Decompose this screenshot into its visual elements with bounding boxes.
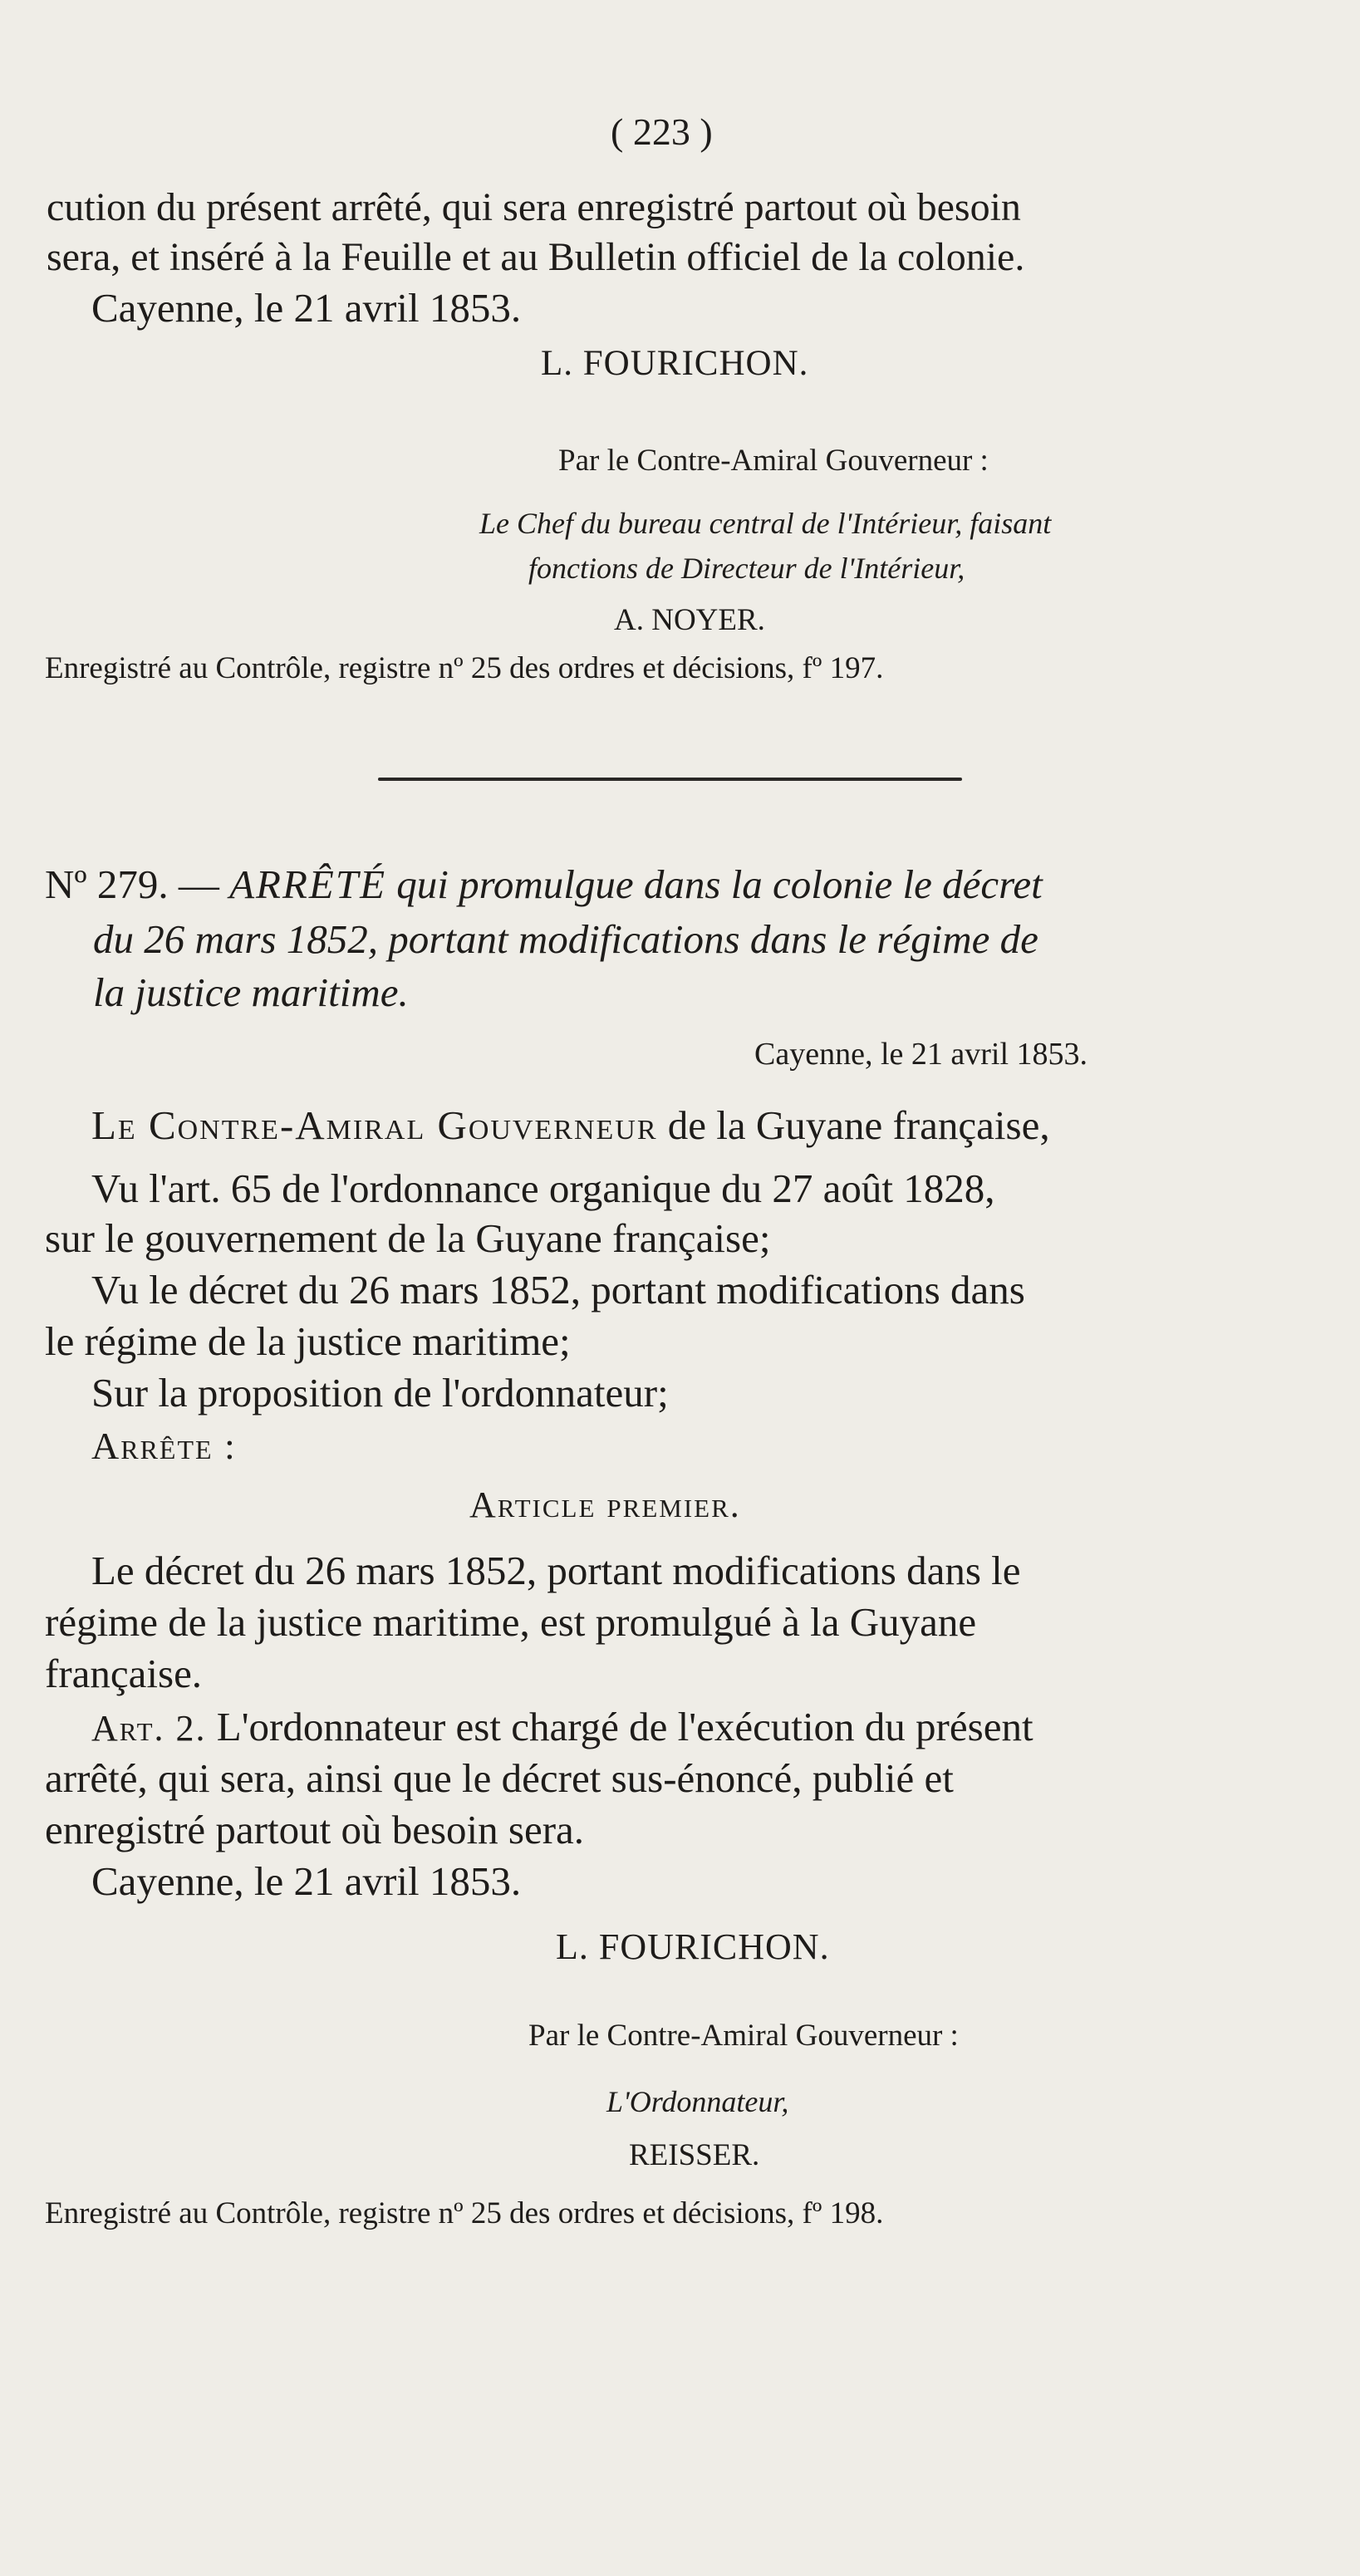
article-label: Art. 2. [91,1708,207,1749]
decree-title-line: la justice maritime. [93,969,409,1015]
countersign-name: A. NOYER. [614,603,765,637]
article-heading: Article premier. [469,1484,741,1525]
countersign-role: fonctions de Directeur de l'Intérieur, [528,552,965,585]
paragraph-line: arrêté, qui sera, ainsi que le décret sus-énoncé, publié et [45,1755,954,1801]
place-date: Cayenne, le 21 avril 1853. [754,1037,1088,1072]
paragraph-line: sur le gouvernement de la Guyane française; [45,1215,771,1261]
countersign-role: L'Ordonnateur, [606,2085,789,2118]
authority-title: Le Contre-Amiral Gouverneur [91,1102,658,1148]
countersign-intro: Par le Contre-Amiral Gouverneur : [528,2019,959,2053]
arrete-heading: Arrête : [91,1425,237,1467]
decree-title-text: qui promulgue dans la colonie le décret [396,861,1043,907]
registration-note: Enregistré au Contrôle, registre nº 25 des ordres et décisions, fº 197. [45,651,884,685]
paragraph-line: Vu l'art. 65 de l'ordonnance organique du 27 août 1828, [91,1165,995,1211]
article-2-line [91,1706,1034,1747]
authority-line [91,1102,1050,1148]
countersign-name: REISSER. [629,2138,760,2172]
countersign-intro: Par le Contre-Amiral Gouverneur : [558,444,989,478]
place-date: Cayenne, le 21 avril 1853. [91,1858,522,1904]
paragraph-line: Sur la proposition de l'ordonnateur; [91,1370,669,1416]
paragraph-line: cution du présent arrêté, qui sera enregistré partout où besoin [47,185,1021,229]
section-divider [378,778,962,781]
decree-title-keyword: ARRÊTÉ [229,861,387,907]
decree-title-line: du 26 mars 1852, portant modifications dans le régime de [93,916,1038,962]
paragraph-line: Vu le décret du 26 mars 1852, portant modifications dans [91,1267,1025,1313]
paragraph-line: le régime de la justice maritime; [45,1318,571,1364]
countersign-role: Le Chef du bureau central de l'Intérieur, faisant [479,507,1052,540]
authority-territory: de la Guyane française, [667,1102,1050,1148]
registration-note: Enregistré au Contrôle, registre nº 25 des ordres et décisions, fº 198. [45,2196,884,2230]
decree-title [45,861,1043,907]
signature-name: L. FOURICHON. [556,1926,830,1967]
article-text: L'ordonnateur est chargé de l'exécution du présent [216,1704,1034,1749]
paragraph-line: française. [45,1651,203,1696]
signature-name: L. FOURICHON. [541,344,809,383]
paragraph-line: Le décret du 26 mars 1852, portant modifications dans le [91,1548,1021,1593]
page-number: ( 223 ) [611,110,713,153]
place-date: Cayenne, le 21 avril 1853. [91,285,522,331]
paragraph-line: régime de la justice maritime, est promulgué à la Guyane [45,1599,977,1645]
decree-number: Nº 279. — [45,861,219,907]
paragraph-line: sera, et inséré à la Feuille et au Bulletin officiel de la colonie. [47,235,1025,279]
paragraph-line: enregistré partout où besoin sera. [45,1807,585,1852]
